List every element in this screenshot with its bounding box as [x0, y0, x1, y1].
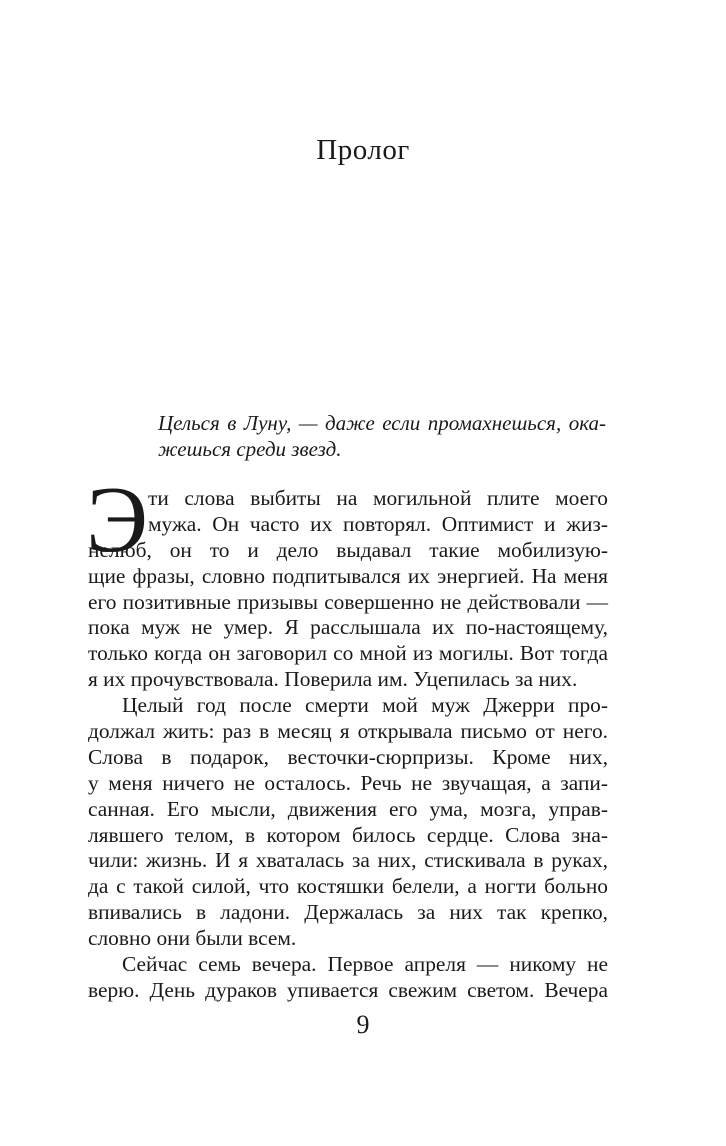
- text-line: нелюб, он то и дело выдавал такие мобилизую-: [88, 537, 608, 562]
- text-line: только когда он заговорил со мной из могилы. Вот тогда: [88, 641, 608, 666]
- text-line: я их прочувствовала. Поверила им. Уцепилась за них.: [88, 667, 578, 692]
- text-line: чили: жизнь. И я хваталась за них, стискивала в руках,: [88, 848, 608, 873]
- text-line: впивались в ладони. Держалась за них так крепко,: [88, 900, 608, 925]
- text-line: словно они были всем.: [88, 926, 297, 951]
- text-line: у меня ничего не осталось. Речь не звучащая, а запи-: [88, 770, 608, 795]
- epigraph-line: жешься среди звезд.: [158, 436, 342, 461]
- text-line: санная. Его мысли, движения его ума, мозга, управ-: [88, 796, 608, 821]
- body-text: [88, 486, 608, 1004]
- text-line: Целый год после смерти мой муж Джерри про-: [122, 693, 608, 718]
- drop-cap: Э: [86, 468, 149, 572]
- text-line: щие фразы, словно подпитывался их энергией. На меня: [88, 563, 608, 588]
- text-line: верю. День дураков упивается свежим светом. Вечера: [88, 977, 608, 1002]
- text-line: мужа. Он часто их повторял. Оптимист и жиз-: [148, 511, 608, 536]
- chapter-title: Пролог: [316, 134, 410, 166]
- text-line: ти слова выбиты на могильной плите моего: [148, 486, 608, 510]
- paragraph-3: [88, 952, 608, 1004]
- epigraph-line: Целься в Луну, — даже если промахнешься, ока-: [158, 411, 606, 435]
- text-line: должал жить: раз в месяц я открывала письмо от него.: [88, 719, 608, 744]
- paragraph-2: [88, 693, 608, 952]
- paragraph-1: [88, 486, 608, 693]
- text-line: пока муж не умер. Я расслышала их по-настоящему,: [88, 615, 608, 640]
- text-line: его позитивные призывы совершенно не действовали —: [88, 589, 608, 614]
- text-line: Слова в подарок, весточки-сюрпризы. Кроме них,: [88, 744, 608, 769]
- text-line: да с такой силой, что костяшки белели, а ногти больно: [88, 874, 608, 899]
- text-line: Сейчас семь вечера. Первое апреля — никому не: [122, 952, 608, 977]
- text-line: лявшего телом, в котором билось сердце. Слова зна-: [88, 822, 608, 847]
- page-number: 9: [356, 1010, 370, 1039]
- epigraph: [158, 409, 606, 461]
